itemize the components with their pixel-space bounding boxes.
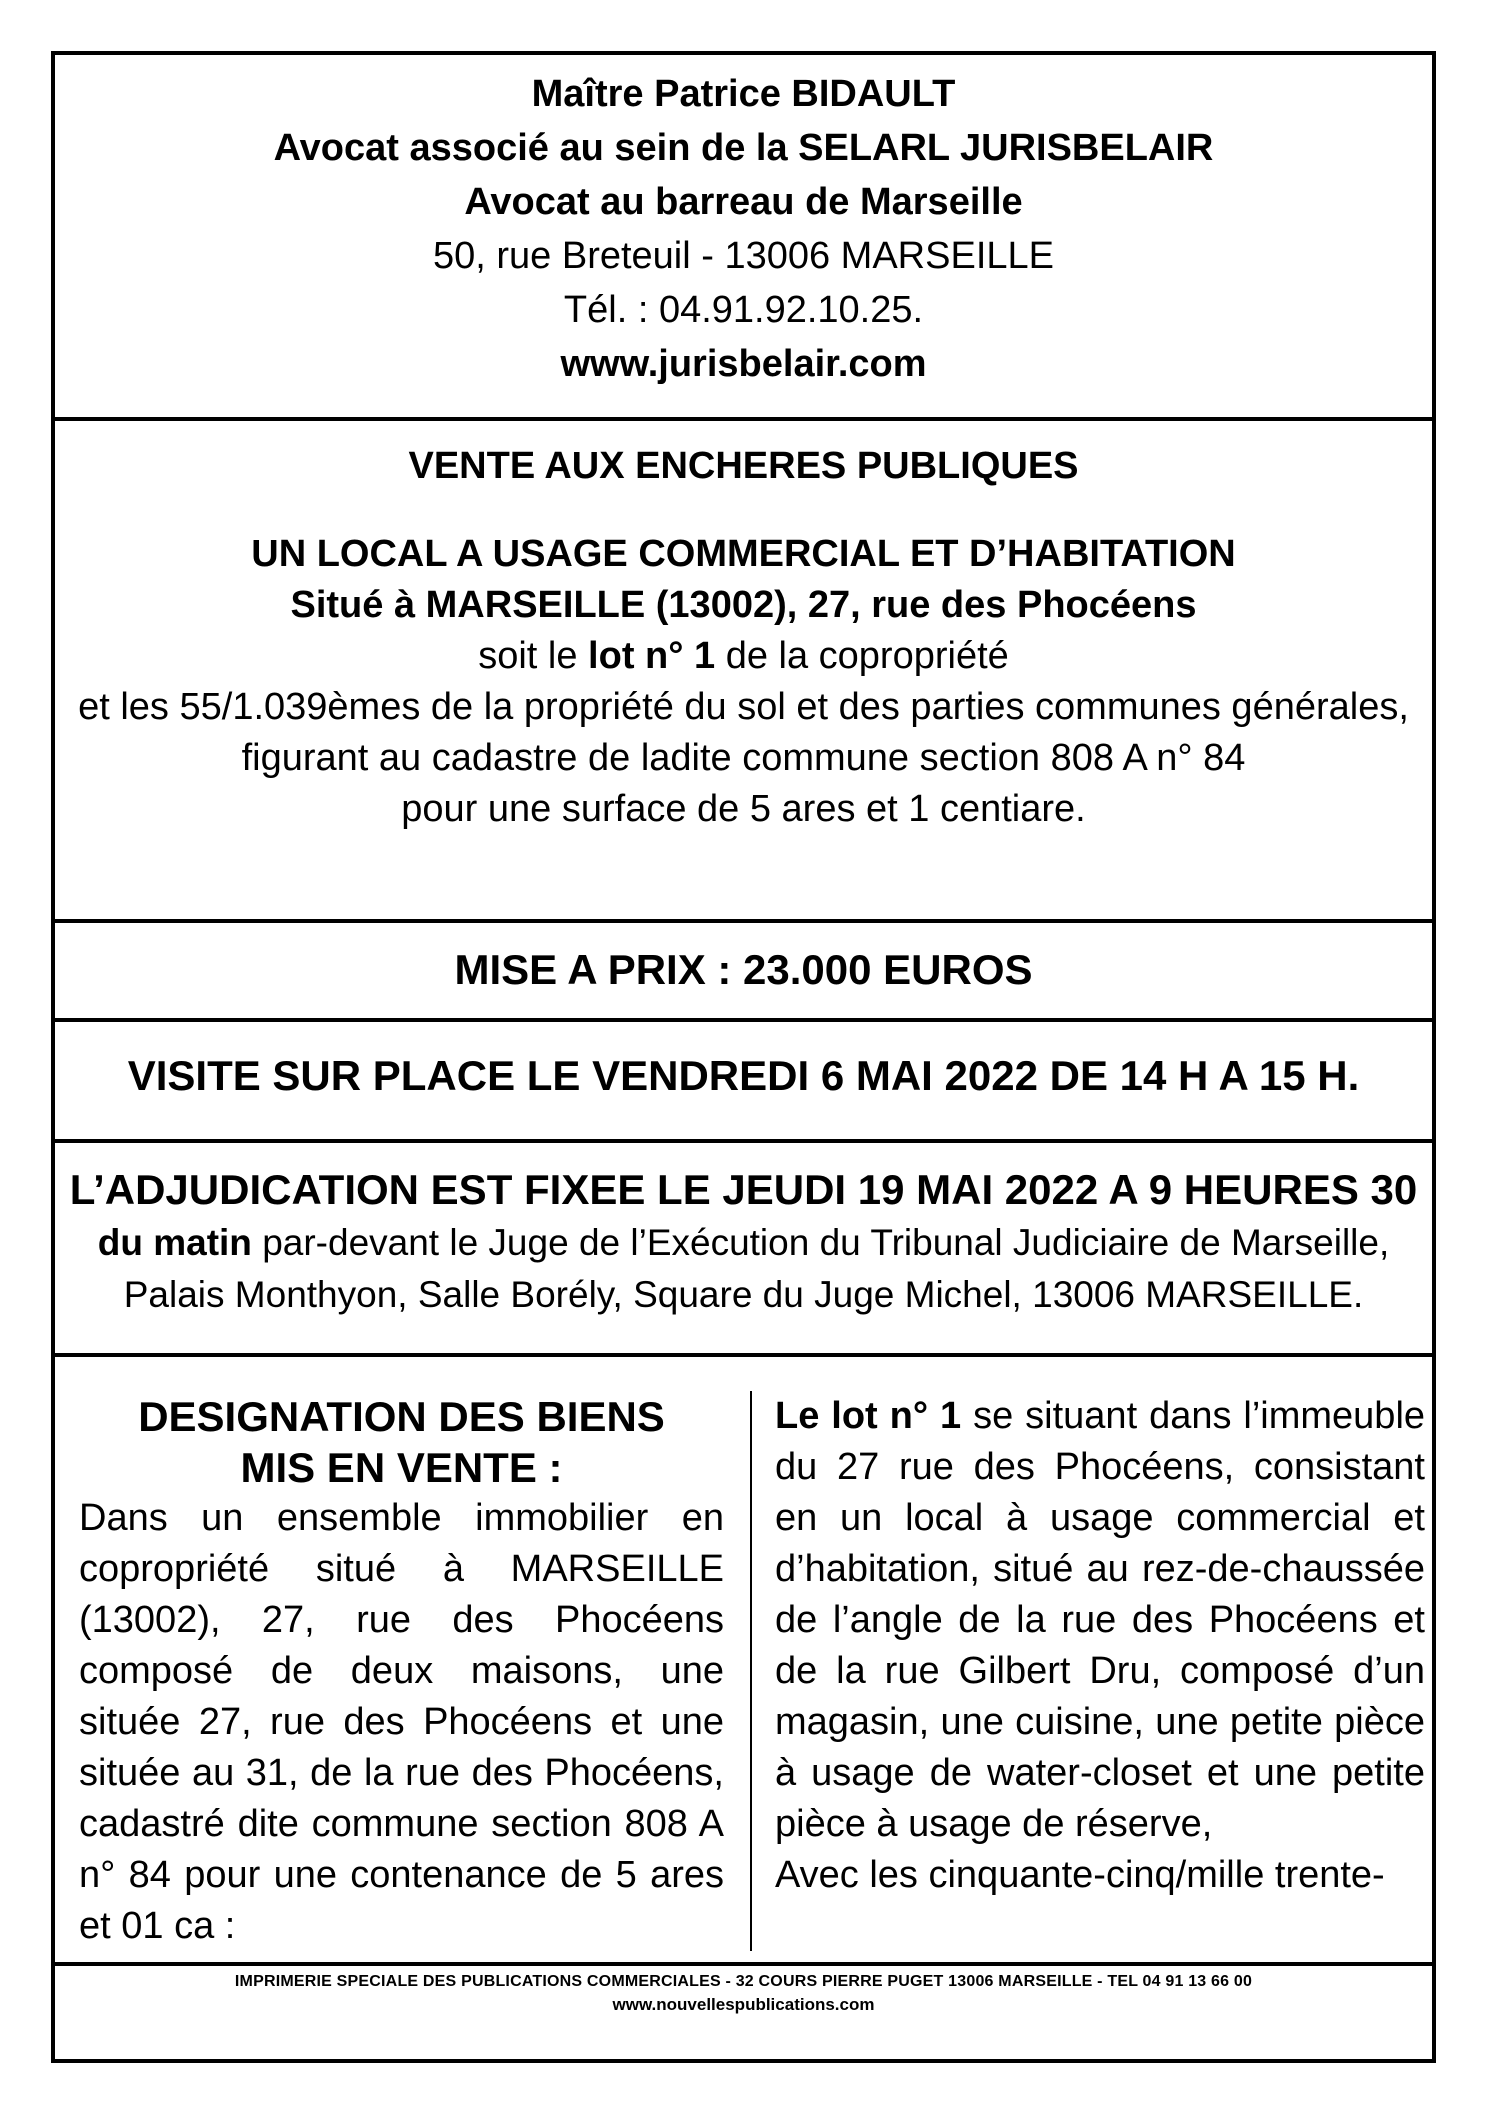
adjudication-court: [55, 1217, 1432, 1269]
lawyer-website: www.jurisbelair.com: [560, 343, 927, 385]
visit-info: VISITE SUR PLACE LE VENDREDI 6 MAI 2022 DE 14 H A 15 H.: [127, 1052, 1360, 1099]
property-location: Situé à MARSEILLE (13002), 27, rue des Phocéens: [290, 584, 1197, 626]
designation-text: Dans un ensemble immobilier en copropriété situé à MARSEILLE (13002), 27, rue des Phocéens composé de deux maisons, une située 27, rue des Phocéens et une située au 31, de la rue des Phocéens, cadastré dite commune section 808 A n° 84 pour une contenance de 5 ares et 01 ca :: [79, 1497, 724, 1947]
printer-footer: [55, 1966, 1432, 2015]
lot-description-column: [775, 1357, 1425, 1901]
adjudication-court-text: par-devant le Juge de l’Exécution du Tribunal Judiciaire de Marseille,: [262, 1222, 1390, 1263]
adjudication-section: [55, 1143, 1432, 1357]
sale-heading: VENTE AUX ENCHERES PUBLIQUES: [408, 445, 1079, 487]
share-line: et les 55/1.039èmes de la propriété du sol et des parties communes générales,: [78, 686, 1409, 728]
adjudication-address: Palais Monthyon, Salle Borély, Square du Juge Michel, 13006 MARSEILLE.: [123, 1274, 1364, 1315]
lawyer-header: [55, 55, 1432, 421]
lot-description-paragraph: [775, 1391, 1425, 1850]
lawyer-role: Avocat associé au sein de la SELARL JURISBELAIR: [273, 127, 1214, 169]
designation-column: [79, 1357, 724, 1952]
printer-info: IMPRIMERIE SPECIALE DES PUBLICATIONS COMMERCIALES - 32 COURS PIERRE PUGET 13006 MARSEILLE - TEL 04 91 13 66 00: [234, 1973, 1253, 1990]
starting-price: MISE A PRIX : 23.000 EUROS: [454, 946, 1033, 993]
adjudication-date: L’ADJUDICATION EST FIXEE LE JEUDI 19 MAI 2022 A 9 HEURES 30: [69, 1166, 1418, 1213]
notice-frame: [51, 51, 1436, 2063]
lawyer-phone: Tél. : 04.91.92.10.25.: [563, 289, 924, 331]
cadastre-line: figurant au cadastre de ladite commune section 808 A n° 84: [241, 737, 1246, 779]
designation-title-1: DESIGNATION DES BIENS: [138, 1393, 665, 1440]
designation-title-2: MIS EN VENTE :: [240, 1444, 563, 1491]
lot-prefix: soit le: [478, 635, 578, 677]
lot-description-continuation: Avec les cinquante-cinq/mille trente-: [775, 1854, 1385, 1896]
price-section: [55, 923, 1432, 1022]
adjudication-bold-start: du matin: [97, 1222, 252, 1263]
surface-line: pour une surface de 5 ares et 1 centiare.: [401, 788, 1086, 830]
lawyer-name: Maître Patrice BIDAULT: [531, 73, 956, 115]
property-type: UN LOCAL A USAGE COMMERCIAL ET D’HABITATION: [251, 533, 1236, 575]
lot-description-bold: Le lot n° 1: [775, 1395, 962, 1437]
column-divider: [750, 1391, 752, 1951]
lot-line: [55, 631, 1432, 682]
sale-section: [55, 421, 1432, 923]
lot-number: lot n° 1: [588, 635, 716, 677]
lot-description-text: se situant dans l’immeuble du 27 rue des Phocéens, consistant en un local à usage commercial et d’habitation, situé au rez-de-chaussée de l’angle de la rue des Phocéens et de la rue Gilbert Dru, composé d’un magasin, une cuisine, une petite pièce à usage de water-closet et une petite pièce à usage de réserve,: [775, 1395, 1426, 1845]
lawyer-address: 50, rue Breteuil - 13006 MARSEILLE: [432, 235, 1054, 277]
details-columns: [55, 1357, 1432, 1966]
printer-website: www.nouvellespublications.com: [612, 1995, 875, 2014]
visit-section: [55, 1022, 1432, 1143]
lot-suffix: de la copropriété: [725, 635, 1009, 677]
lawyer-bar: Avocat au barreau de Marseille: [464, 181, 1023, 223]
